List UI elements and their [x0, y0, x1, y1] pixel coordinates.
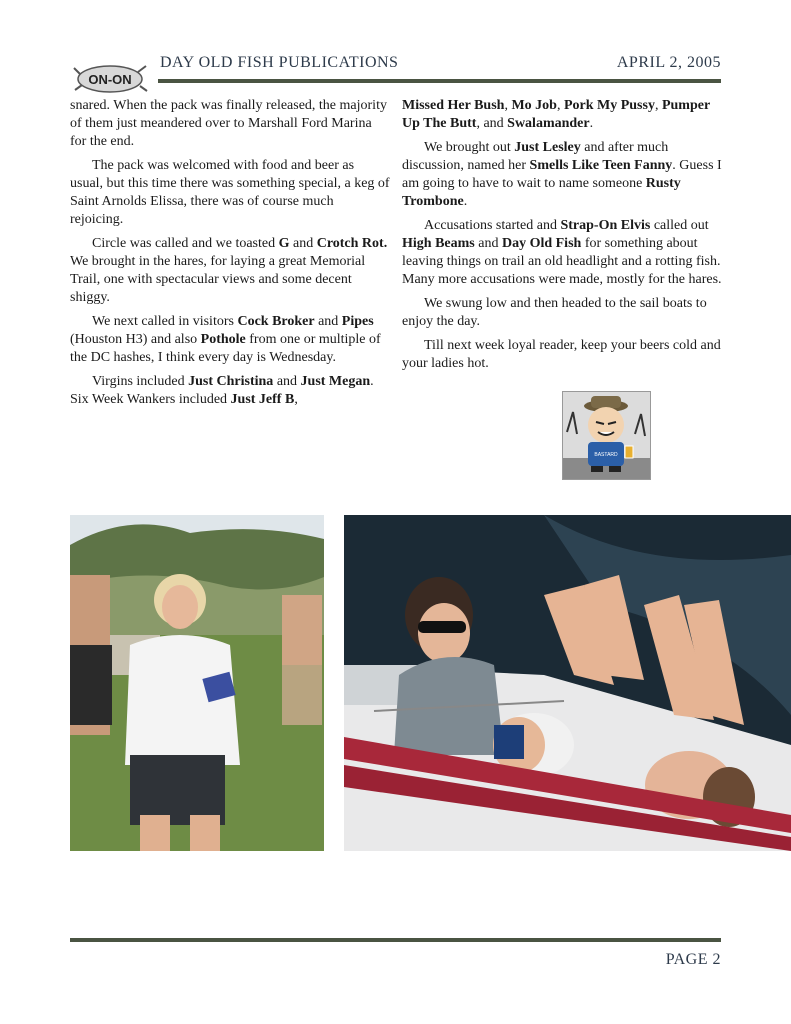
paragraph: The pack was welcomed with food and beer as usual, but this time there was something special, a keg of Saint Arnolds Elissa, there was of course much rejoicing. — [70, 158, 390, 227]
hash-name: Day Old Fish — [501, 236, 582, 251]
hash-name: High Beams — [402, 236, 475, 251]
hash-name: Pumper Up The Butt — [402, 98, 710, 131]
hash-name: Mo Job — [511, 98, 557, 113]
paragraph: We next called in visitors Cock Broker and Pipes (Houston H3) and also Pothole from one or multiple of the DC hashes, I think every day is Wednesday. — [70, 314, 381, 365]
hash-name: Rusty Trombone — [402, 176, 681, 209]
hash-name: Pipes — [341, 314, 374, 329]
shirt-text: BASTARD — [594, 452, 618, 458]
on-on-logo — [72, 58, 150, 98]
sailboat-photo — [344, 515, 791, 851]
paragraph: snared. When the pack was finally released, the majority of them just meandered over to Marshall Ford Marina for the end. — [70, 98, 387, 149]
cartoon-image — [562, 391, 651, 480]
publication-title: DAY OLD FISH PUBLICATIONS — [160, 54, 399, 71]
paragraph: Till next week loyal reader, keep your beers cold and your ladies hot. — [402, 338, 721, 371]
hash-name: Pork My Pussy — [563, 98, 655, 113]
header-rule — [158, 79, 721, 83]
right-column — [402, 97, 722, 379]
hash-name: Just Megan — [300, 374, 371, 389]
hash-name: G — [278, 236, 290, 251]
hash-name: Just Lesley — [514, 140, 581, 155]
logo-text: ON-ON — [88, 72, 132, 87]
page-number: PAGE 2 — [665, 951, 721, 968]
left-column — [70, 97, 390, 415]
paragraph: Accusations started and Strap-On Elvis called out High Beams and Day Old Fish for something about leaving things on trail an old headlight and a rotting fish. Many more accusations were made, mostly for the hares. — [402, 218, 722, 287]
hash-party-photo — [70, 515, 324, 851]
hash-name: Strap-On Elvis — [560, 218, 651, 233]
hash-name: Smells Like Teen Fanny — [529, 158, 673, 173]
hash-name: Cock Broker — [237, 314, 315, 329]
footer-rule — [70, 938, 721, 942]
paragraph: We brought out Just Lesley and after much discussion, named her Smells Like Teen Fanny. Guess I am going to have to wait to name someone Rusty Trombone. — [402, 140, 722, 209]
hash-name: Pothole — [200, 332, 246, 347]
paragraph: We swung low and then headed to the sail boats to enjoy the day. — [402, 296, 707, 329]
hash-name: Crotch Rot. — [316, 236, 388, 251]
issue-date: APRIL 2, 2005 — [616, 54, 721, 71]
hash-name: Missed Her Bush — [402, 98, 505, 113]
paragraph: Virgins included Just Christina and Just Megan. Six Week Wankers included Just Jeff B, — [70, 374, 374, 407]
hash-name: Just Christina — [188, 374, 274, 389]
paragraph: Circle was called and we toasted G and Crotch Rot. We brought in the hares, for laying a great Memorial Trail, one with spectacular views and some decent shiggy. — [70, 236, 388, 305]
hash-name: Just Jeff B — [230, 392, 295, 407]
hash-name: Swalamander — [507, 116, 590, 131]
paragraph: Missed Her Bush, Mo Job, Pork My Pussy, Pumper Up The Butt, and Swalamander. — [402, 98, 710, 131]
